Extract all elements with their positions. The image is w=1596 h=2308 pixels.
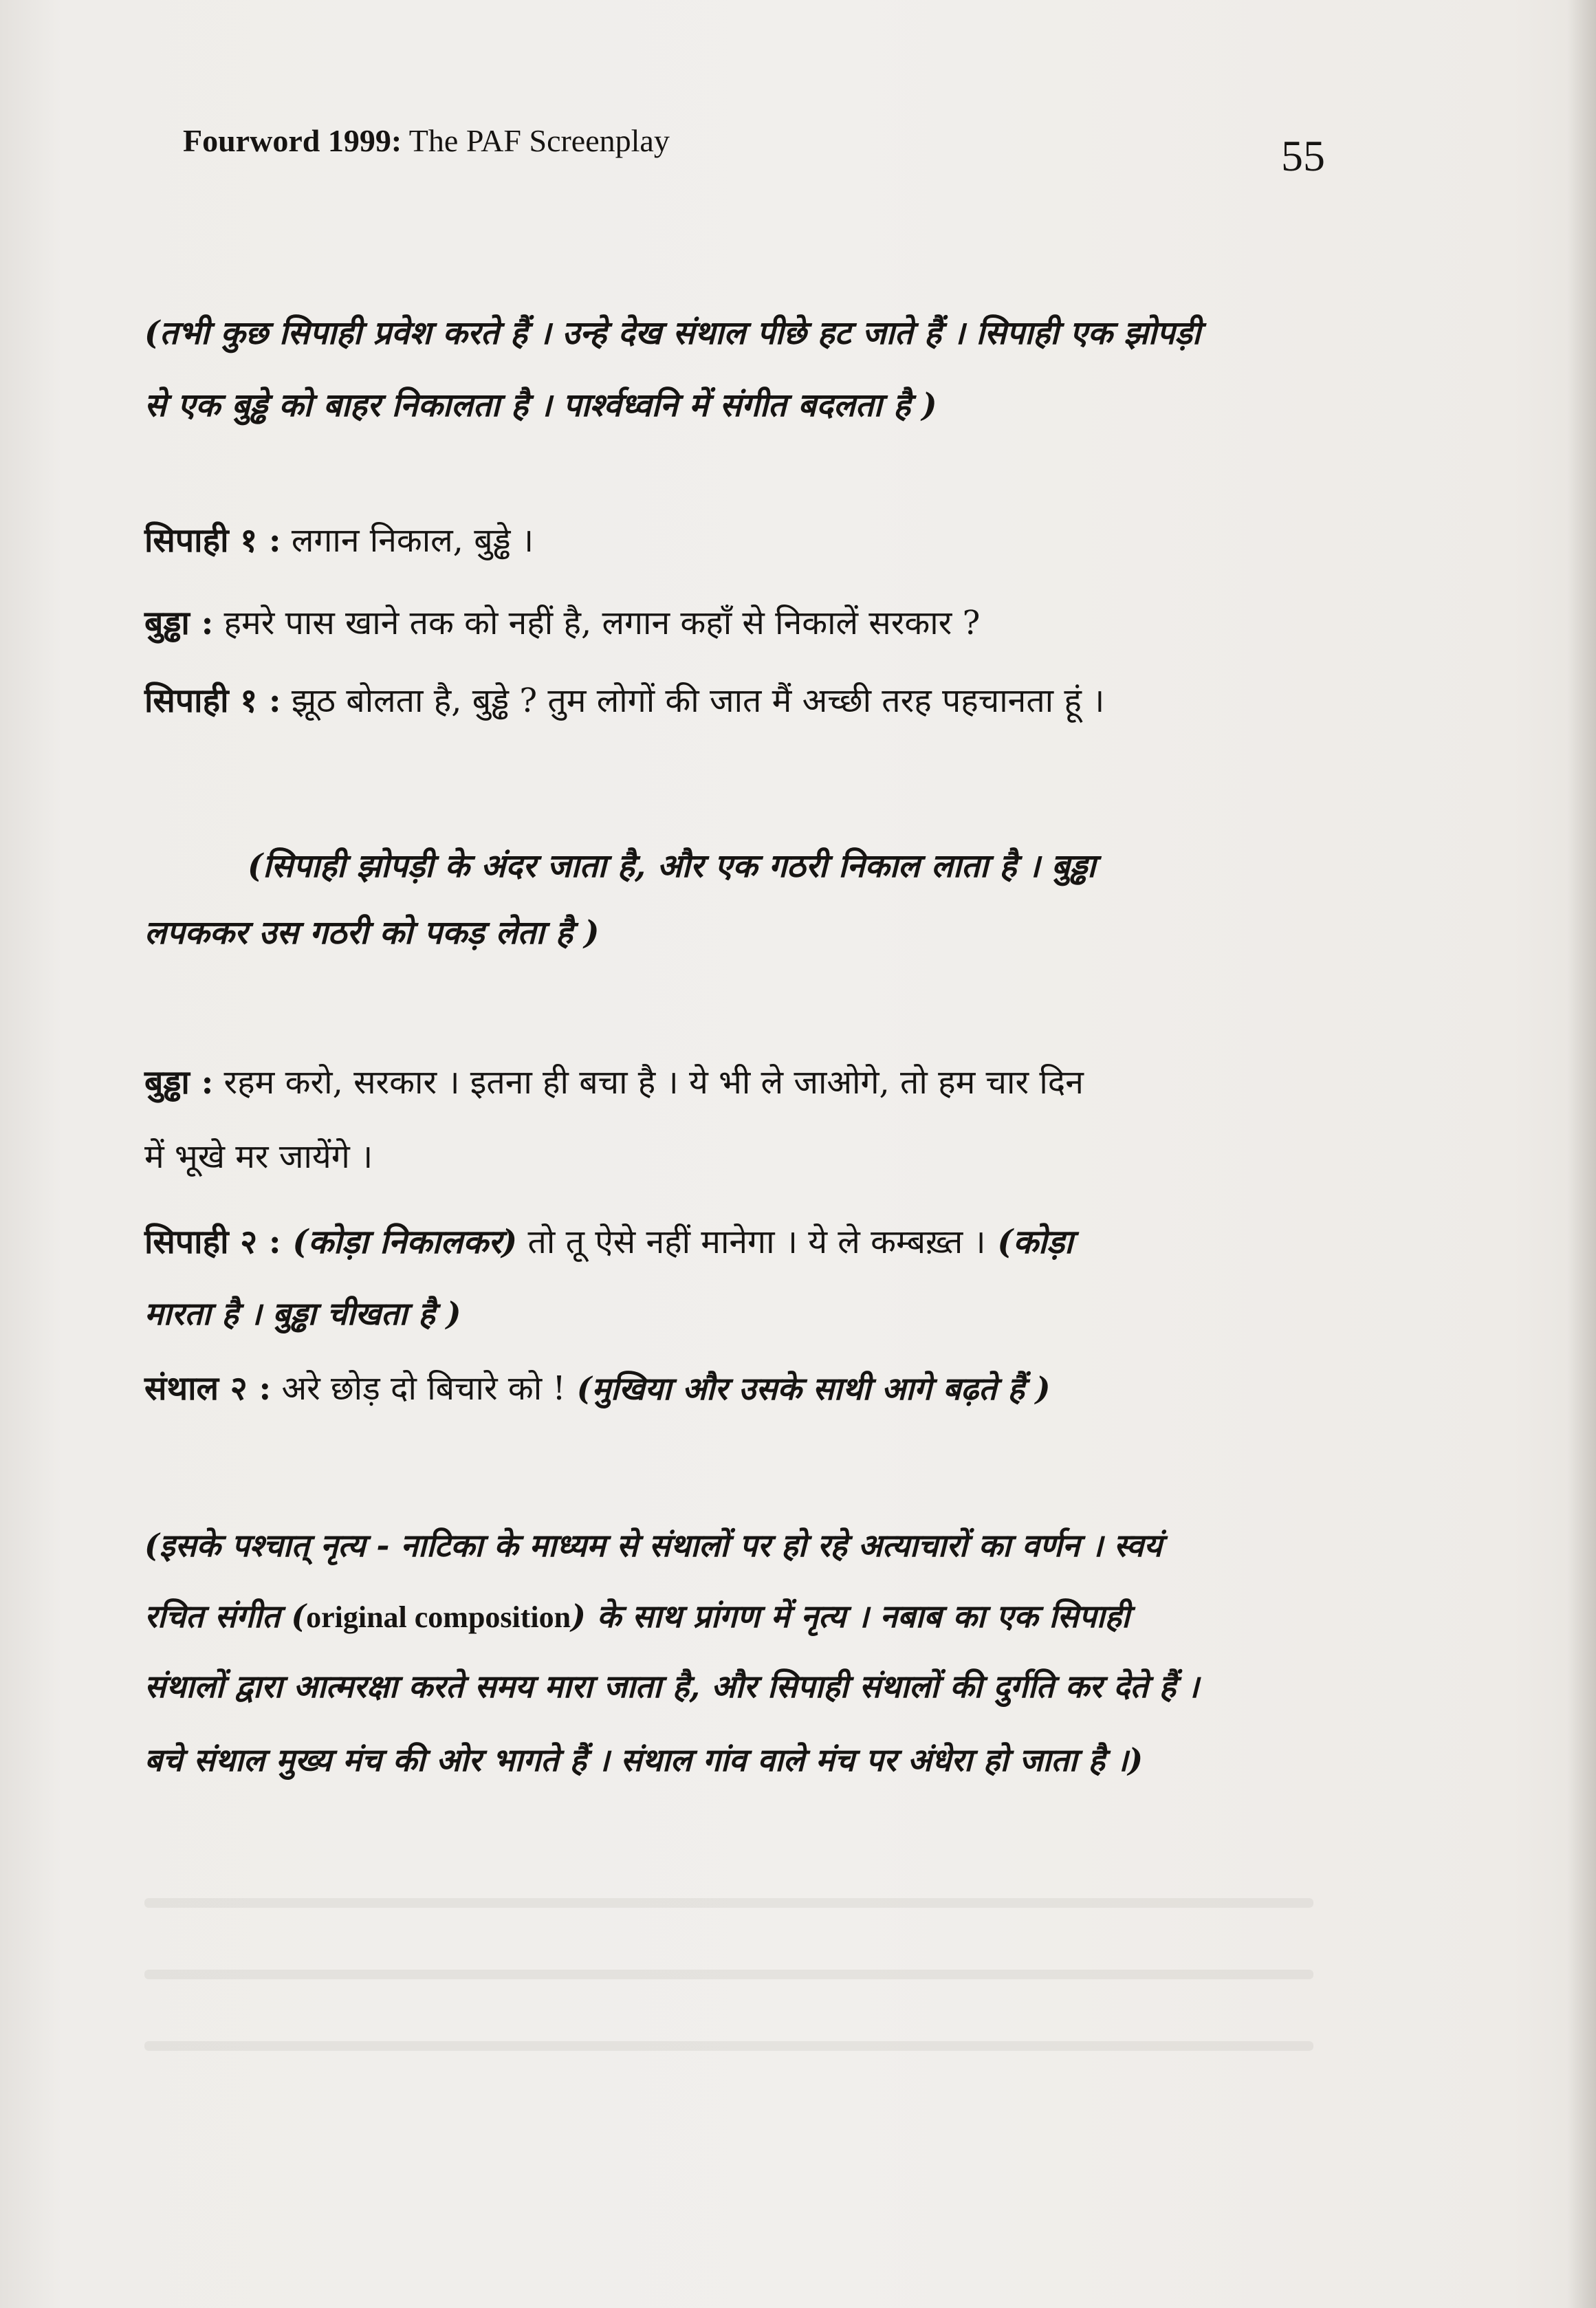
dialogue-6	[144, 1365, 1051, 1410]
dialogue-3	[144, 677, 1104, 722]
dialogue-text: तो तू ऐसे नहीं मानेगा । ये ले कम्बख़्त ।	[517, 1223, 986, 1261]
dialogue-1	[144, 517, 534, 562]
book-subtitle: The PAF Screenplay	[402, 123, 670, 158]
stage-direction-2-line-1: (सिपाही झोपड़ी के अंदर जाता है, और एक गठरी निकाल लाता है । बुड्ढा	[248, 847, 1096, 885]
running-header	[183, 122, 670, 159]
speaker-buddha: बुड्ढा :	[144, 1063, 214, 1102]
dialogue-5-line-2: मारता है । बुड्ढा चीखता है )	[144, 1295, 461, 1332]
dialogue-4-line-2: में भूखे मर जायेंगे ।	[144, 1137, 373, 1176]
dialogue-text: अरे छोड़ दो बिचारे को !	[271, 1369, 566, 1408]
dialogue-text: रहम करो, सरकार । इतना ही बचा है । ये भी ले जाओगे, तो हम चार दिन	[213, 1063, 1084, 1102]
dialogue-text: लगान निकाल, बुड्ढे ।	[281, 521, 534, 560]
stage-text: रचित संगीत (	[144, 1598, 307, 1635]
stage-direction-3-line-4: बचे संथाल मुख्य मंच की ओर भागते हैं । संथाल गांव वाले मंच पर अंधेरा हो जाता है ।)	[144, 1741, 1144, 1778]
dialogue-text: झूठ बोलता है, बुड्ढे ? तुम लोगों की जात मैं अच्छी तरह पहचानता हूं ।	[281, 682, 1105, 720]
stage-direction-1-line-1: (तभी कुछ सिपाही प्रवेश करते हैं । उन्हे देख संथाल पीछे हट जाते हैं । सिपाही एक झोपड़ी	[144, 314, 1201, 352]
stage-aside: (कोड़ा निकालकर)	[281, 1223, 518, 1261]
stage-direction-3-line-3: संथालों द्वारा आत्मरक्षा करते समय मारा जाता है, और सिपाही संथालों की दुर्गति कर देते हैं ।	[144, 1668, 1199, 1705]
stage-direction-2-line-2: लपककर उस गठरी को पकड़ लेता है )	[144, 914, 600, 952]
page-gutter-shadow	[1567, 0, 1596, 2308]
speaker-sipahi-2: सिपाही २ :	[144, 1223, 281, 1261]
page-number: 55	[1281, 131, 1325, 180]
dialogue-text: हमरे पास खाने तक को नहीं है, लगान कहाँ से निकालें सरकार ?	[213, 604, 981, 642]
speaker-santhal-2: संथाल २ :	[144, 1369, 272, 1408]
speaker-sipahi-1: सिपाही १ :	[144, 682, 281, 720]
stage-direction-3-line-1: (इसके पश्चात् नृत्य - नाटिका के माध्यम से संथालों पर हो रहे अत्याचारों का वर्णन । स्वयं	[144, 1527, 1162, 1564]
stage-aside: (कोड़ा	[985, 1223, 1073, 1261]
book-title: Fourword 1999:	[183, 123, 402, 158]
stage-direction-1-line-2: से एक बुड्ढे को बाहर निकालता है । पार्श्वध्वनि में संगीत बदलता है )	[144, 387, 937, 424]
speaker-sipahi-1: सिपाही १ :	[144, 521, 281, 560]
english-term: original composition	[306, 1600, 571, 1634]
stage-text: ) के साथ प्रांगण में नृत्य । नबाब का एक सिपाही	[571, 1598, 1130, 1635]
show-through-text	[144, 1898, 1313, 2077]
stage-aside: (मुखिया और उसके साथी आगे बढ़ते हैं )	[565, 1370, 1051, 1407]
stage-direction-3-line-2	[144, 1594, 1130, 1637]
dialogue-5	[144, 1219, 1073, 1263]
dialogue-2	[144, 600, 980, 644]
dialogue-4	[144, 1059, 1084, 1104]
speaker-buddha: बुड्ढा :	[144, 604, 214, 642]
